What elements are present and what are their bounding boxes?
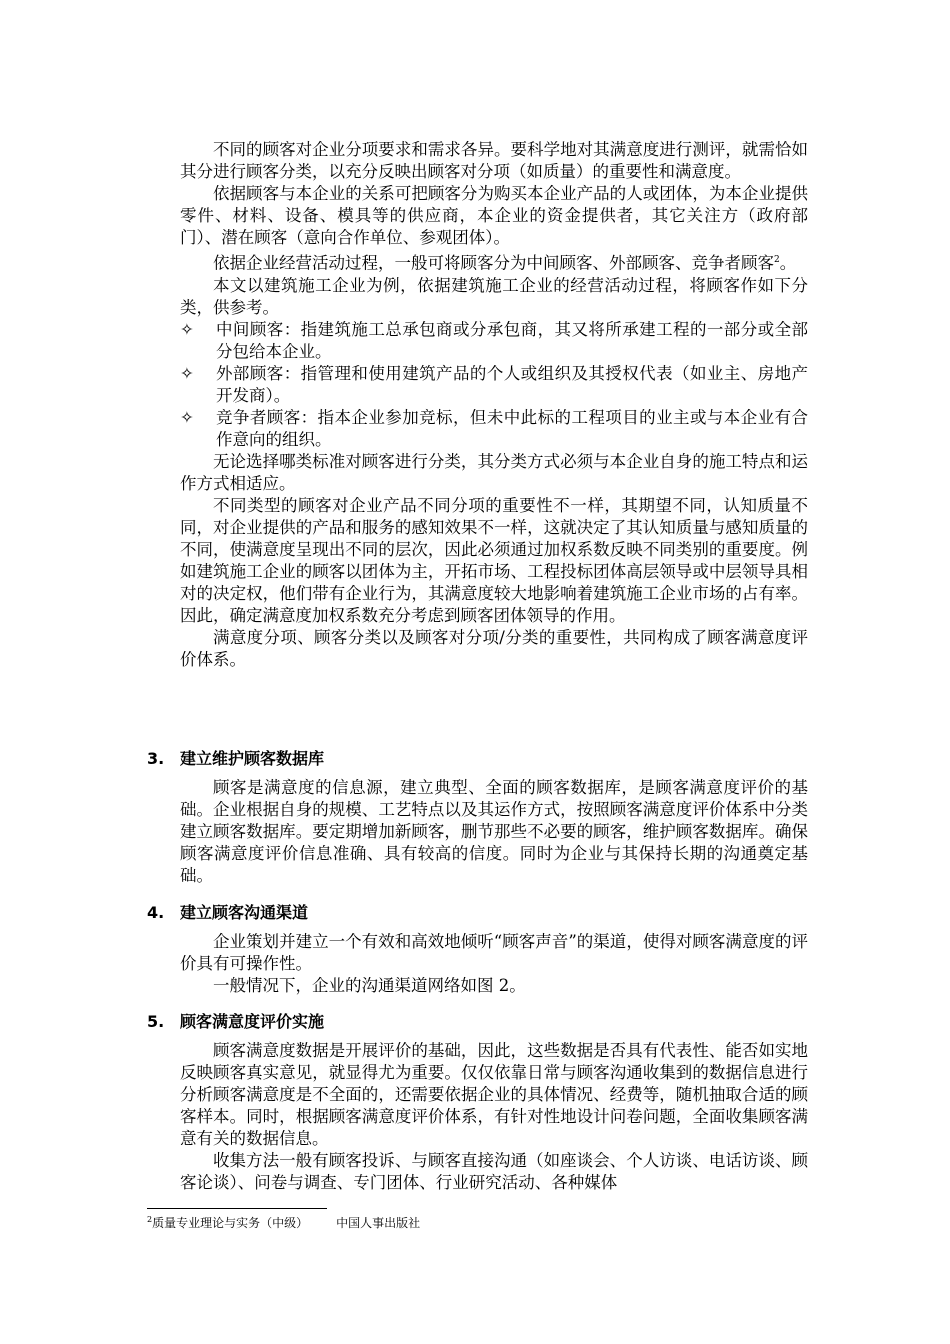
paragraph: 一般情况下，企业的沟通渠道网络如图 2。 bbox=[213, 976, 526, 995]
diamond-bullet-icon: ✧ bbox=[180, 407, 194, 427]
list-item: ✧ 竞争者顾客：指本企业参加竞标，但未中此标的工程项目的业主或与本企业有合作意向的组织。 bbox=[180, 407, 808, 449]
paragraph: 无论选择哪类标准对顾客进行分类，其分类方式必须与本企业自身的施工特点和运作方式相适应。 bbox=[180, 451, 808, 493]
footnote-ref: 2 bbox=[774, 255, 780, 265]
footnote: $^2$质量专业理论与实务（中级） 中国人事出版社 bbox=[147, 1215, 421, 1230]
paragraph: 企业策划并建立一个有效和高效地倾听“顾客声音”的渠道，使得对顾客满意度的评价具有可操作性。 bbox=[180, 932, 808, 973]
paragraph: 收集方法一般有顾客投诉、与顾客直接沟通（如座谈会、个人访谈、电话访谈、顾客论谈）、问卷与调查、专门团体、行业研究活动、各种媒体 bbox=[180, 1151, 808, 1192]
section-heading-4: 4. 建立顾客沟通渠道 bbox=[147, 903, 309, 922]
paragraph: 不同类型的顾客对企业产品不同分项的重要性不一样，其期望不同，认知质量不同，对企业提供的产品和服务的感知效果不一样，这就决定了其认知质量与感知质量的不同，使满意度呈现出不同的层次，因此必须通过加权系数反映不同类别的重要度。例如建筑施工企业的顾客以团体为主，开拓市场、工程投标团体高层领导或中层领导具相对的决定权，他们带有企业行为，其满意度较大地影响着建筑施工企业市场的占有率。因此，确定满意度加权系数充分考虑到顾客团体领导的作用。 bbox=[180, 495, 808, 625]
section-3-body bbox=[180, 777, 808, 887]
diamond-bullet-icon: ✧ bbox=[180, 363, 194, 383]
section-4-body bbox=[180, 931, 808, 997]
section-5-body bbox=[180, 1040, 808, 1194]
diamond-bullet-icon: ✧ bbox=[180, 319, 194, 339]
list-item: ✧ 中间顾客：指建筑施工总承包商或分承包商，其又将所承建工程的一部分或全部分包给本企业。 bbox=[180, 319, 808, 361]
paragraph: 满意度分项、顾客分类以及顾客对分项/分类的重要性，共同构成了顾客满意度评价体系。 bbox=[180, 627, 808, 669]
paragraph: 顾客是满意度的信息源，建立典型、全面的顾客数据库，是顾客满意度评价的基础。企业根据自身的规模、工艺特点以及其运作方式，按照顾客满意度评价体系中分类建立顾客数据库。要定期增加新顾客，删节那些不必要的顾客，维护顾客数据库。确保顾客满意度评价信息准确、具有较高的信度。同时为企业与其保持长期的沟通奠定基础。 bbox=[180, 778, 808, 885]
section-heading-5: 5. 顾客满意度评价实施 bbox=[147, 1012, 325, 1031]
footnote-divider bbox=[147, 1208, 327, 1209]
list-item: ✧ 外部顾客：指管理和使用建筑产品的个人或组织及其授权代表（如业主、房地产开发商）。 bbox=[180, 363, 808, 405]
section-heading-3: 3. 建立维护顾客数据库 bbox=[147, 749, 325, 768]
paragraph: 依据顾客与本企业的关系可把顾客分为购买本企业产品的人或团体，为本企业提供零件、材料、设备、模具等的供应商，本企业的资金提供者，其它关注方（政府部门）、潜在顾客（意向合作单位、参观团体）。 bbox=[180, 184, 808, 247]
paragraph: 本文以建筑施工企业为例，依据建筑施工企业的经营活动过程，将顾客作如下分类，供参考。 bbox=[180, 275, 808, 317]
paragraph: 顾客满意度数据是开展评价的基础，因此，这些数据是否具有代表性、能否如实地反映顾客真实意见，就显得尤为重要。仅仅依靠日常与顾客沟通收集到的数据信息进行分析顾客满意度是不全面的，还需要依据企业的具体情况、经费等，随机抽取合适的顾客样本。同时，根据顾客满意度评价体系，有针对性地设计问卷问题，全面收集顾客满意有关的数据信息。 bbox=[180, 1041, 808, 1148]
paragraph: 依据企业经营活动过程，一般可将顾客分为中间顾客、外部顾客、竞争者顾客$^2$。 bbox=[213, 253, 797, 273]
paragraph: 不同的顾客对企业分项要求和需求各异。要科学地对其满意度进行测评，就需恰如其分进行顾客分类，以充分反映出顾客对分项（如质量）的重要性和满意度。 bbox=[180, 140, 808, 181]
body-block-1 bbox=[180, 139, 808, 671]
